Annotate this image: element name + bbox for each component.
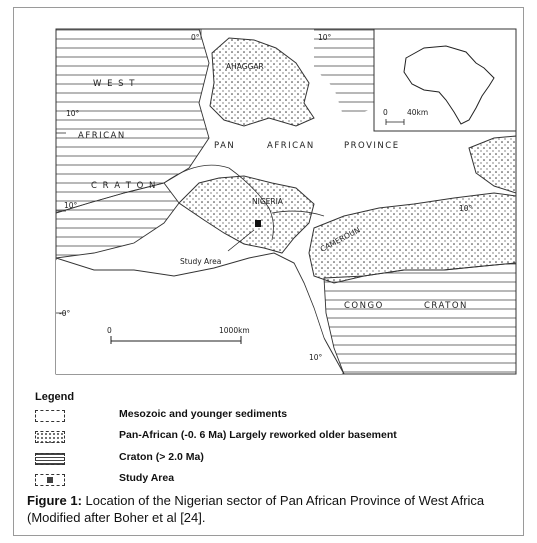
caption-prefix: Figure 1: [27, 493, 82, 508]
label-african-craton: AFRICAN [78, 131, 126, 141]
graticule-lon10-bottom: 10° [309, 353, 323, 362]
legend-item-craton [35, 451, 515, 469]
graticule-lat10-mid: 10° [64, 201, 78, 210]
scale-distance: 1000km [219, 326, 250, 335]
legend-label-craton: Craton (> 2.0 Ma) [119, 451, 204, 463]
label-african-province: AFRICAN [267, 141, 315, 151]
label-ahaggar: AHAGGAR [226, 62, 264, 71]
legend-item-sediments [35, 408, 515, 426]
inset-scale-distance: 40km [407, 108, 429, 117]
figure-frame [13, 7, 524, 536]
legend-item-study-area [35, 472, 515, 490]
legend-label-sediments: Mesozoic and younger sediments [119, 408, 288, 420]
legend-label-study-area: Study Area [119, 472, 175, 484]
label-west: W E S T [93, 79, 136, 89]
label-congo: CONGO [344, 301, 384, 311]
congo-craton [324, 263, 516, 374]
graticule-lat10-upper: 10° [66, 109, 80, 118]
label-province: PROVINCE [344, 141, 400, 151]
legend-item-pan-african [35, 429, 515, 447]
study-area-marker [255, 220, 261, 227]
label-pan: PAN [214, 141, 236, 151]
scale-zero: 0 [107, 326, 112, 335]
legend-title: Legend [35, 391, 75, 403]
legend-swatch-dots [35, 431, 65, 443]
label-cameroun: CAMEROUN [318, 225, 362, 254]
inset-africa-map [374, 29, 516, 131]
label-craton-congo: CRATON [424, 301, 468, 311]
label-study-area: Study Area [180, 257, 222, 266]
inset-scale-zero: 0 [383, 108, 388, 117]
graticule-lon0-top: 0° [191, 33, 200, 42]
legend-swatch-study [35, 474, 65, 486]
graticule-lat0: -0° [59, 309, 71, 318]
graticule-lat10-right: 10° [459, 204, 473, 213]
label-nigeria: NIGERIA [252, 197, 283, 206]
graticule-lon10-top: 10° [318, 33, 332, 42]
legend-swatch-plain [35, 410, 65, 422]
caption-text: Location of the Nigerian sector of Pan African Province of West Africa (Modified after Boher et al [24]. [27, 493, 485, 525]
legend-label-pan-african: Pan-African (-0. 6 Ma) Largely reworked older basement [119, 429, 397, 441]
figure-caption [27, 492, 517, 526]
legend-swatch-hatched [35, 453, 65, 465]
geologic-map [14, 8, 525, 383]
label-craton-west: C R A T O N [91, 181, 157, 191]
